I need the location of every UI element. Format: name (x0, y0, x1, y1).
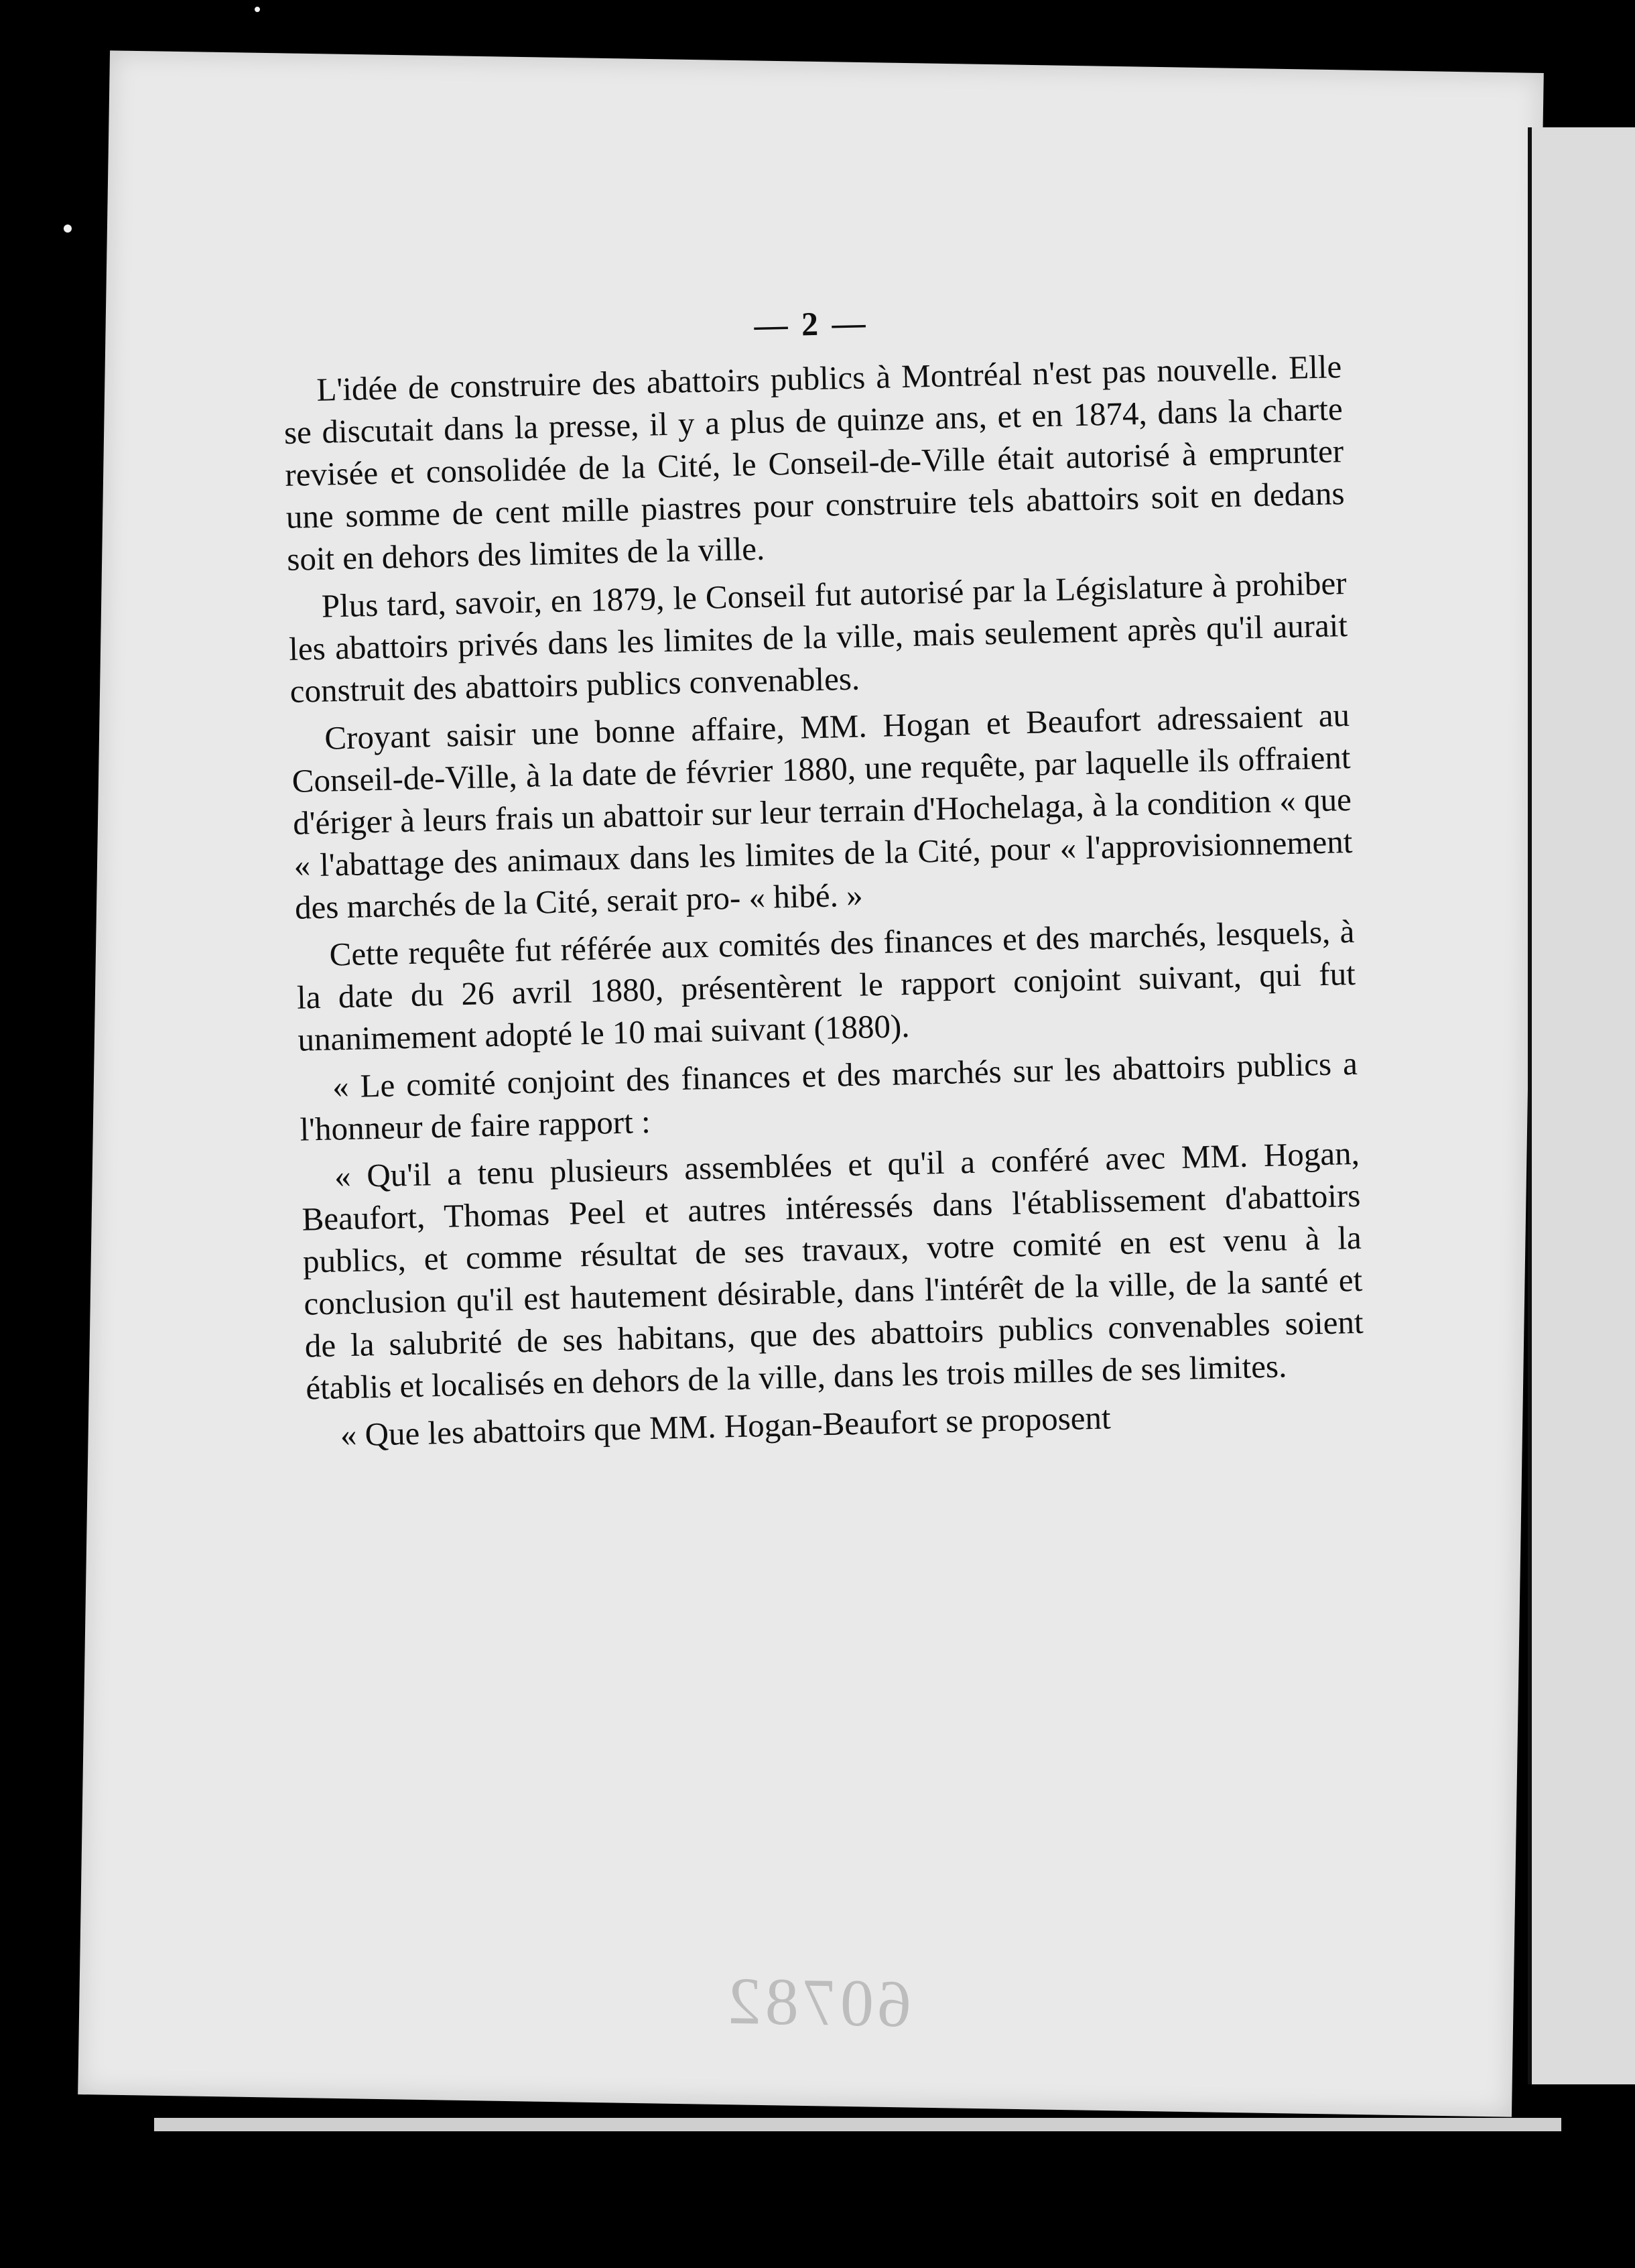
scan-speck (255, 7, 260, 12)
paragraph-7: « Que les abattoirs que MM. Hogan-Beaufort se proposent (340, 1399, 1112, 1454)
paragraph-1: L'idée de construire des abattoirs publics à Montréal n'est pas nouvelle. Elle se discutait dans la presse, il y a plus de quinze ans, et en 1874, dans la charte revisée et consolidée de la Cité, le Conseil-de-Ville était autorisé à emprunter une somme de cent mille piastres pour construire tels abattoirs soit en dedans soit en dehors des limites de la ville. (283, 348, 1346, 578)
page-bottom-edge (154, 2118, 1561, 2131)
page-number: — 2 — (753, 304, 869, 344)
paragraph-3: Croyant saisir une bonne affaire, MM. Hogan et Beaufort adressaient au Conseil-de-Ville, à la date de février 1880, une requête, par laquelle ils offraient d'ériger à leurs frais un abattoir sur leur terrain d'Hochelaga, à la condition « que « l'abattage des animaux dans les limites de la Cité, pour « l'approvisionnement des marchés de la Cité, serait pro- « hibé. » (291, 696, 1353, 926)
paragraph-5: « Le comité conjoint des finances et des marchés sur les abattoirs publics a l'honneur de faire rapport : (299, 1044, 1358, 1148)
page-text (281, 291, 1366, 1462)
bleed-through-stamp: 60782 (723, 1963, 912, 2041)
paragraph-4: Cette requête fut référée aux comités des finances et des marchés, lesquels, à la date du 26 avril 1880, présentèrent le rapport conjoint suivant, qui fut unanimement adopté le 10 mai suivant (1880). (296, 912, 1356, 1058)
adjacent-page-edge (1528, 127, 1635, 2084)
scan-speck (64, 225, 72, 233)
paragraph-2: Plus tard, savoir, en 1879, le Conseil fut autorisé par la Législature à prohiber les abattoirs privés dans les limites de la ville, mais seulement après qu'il aurait construit des abattoirs publics convenables. (288, 564, 1348, 710)
paragraph-6: « Qu'il a tenu plusieurs assemblées et qu'il a conféré avec MM. Hogan, Beaufort, Thomas Peel et autres intéressés dans l'établissement d'abattoirs publics, et comme résultat de ses travaux, votre comité en est venu à la conclusion qu'il est hautement désirable, dans l'intérêt de la ville, de la santé et de la salubrité de ses habitans, que des abattoirs publics convenables soient établis et localisés en dehors de la ville, dans les trois milles de ses limites. (301, 1134, 1364, 1407)
